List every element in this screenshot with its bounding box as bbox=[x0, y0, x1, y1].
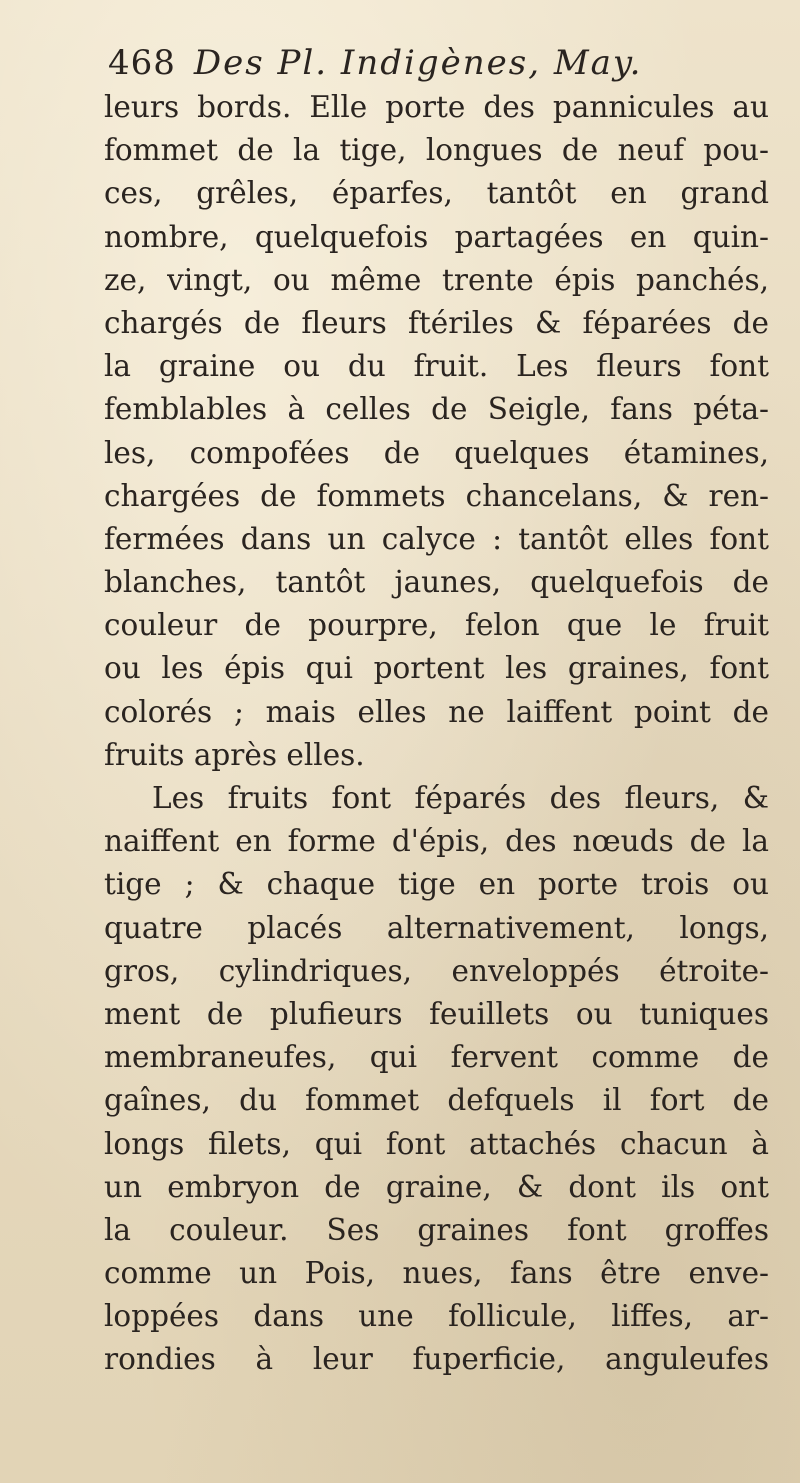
text-line: fermées dans un calyce : tantôt elles font bbox=[104, 521, 769, 556]
text-line: couleur de pourpre, felon que le fruit bbox=[104, 608, 769, 643]
text-line: blanches, tantôt jaunes, quelquefois de bbox=[104, 565, 769, 600]
text-line: colorés ; mais elles ne laiffent point de bbox=[104, 694, 769, 729]
text-line-paragraph-start: Les fruits font féparés des fleurs, & bbox=[152, 781, 769, 815]
text-line: ment de plufieurs feuillets ou tuniques bbox=[104, 996, 769, 1031]
text-line: membraneufes, qui fervent comme de bbox=[104, 1040, 769, 1075]
text-line: la couleur. Ses graines font groffes bbox=[104, 1212, 769, 1247]
text-line: rondies à leur fuperficie, anguleufes bbox=[104, 1342, 769, 1377]
body-text bbox=[104, 86, 769, 1382]
running-header bbox=[108, 40, 768, 86]
text-line: comme un Pois, nues, fans être enve- bbox=[104, 1256, 769, 1291]
text-line: femblables à celles de Seigle, fans péta- bbox=[104, 392, 769, 427]
text-line: les, compofées de quelques étamines, bbox=[104, 435, 769, 470]
text-line: ces, grêles, éparfes, tantôt en grand bbox=[104, 176, 769, 211]
text-line: loppées dans une follicule, liffes, ar- bbox=[104, 1299, 769, 1334]
running-title: Des Pl. Indigènes, May. bbox=[193, 43, 643, 83]
text-line: tige ; & chaque tige en porte trois ou bbox=[104, 867, 769, 902]
text-line: un embryon de graine, & dont ils ont bbox=[104, 1169, 769, 1204]
text-line: ze, vingt, ou même trente épis panchés, bbox=[104, 262, 769, 297]
page-number: 468 bbox=[108, 43, 176, 83]
text-line: nombre, quelquefois partagées en quin- bbox=[104, 219, 769, 254]
text-line: ou les épis qui portent les graines, font bbox=[104, 651, 769, 686]
text-line: leurs bords. Elle porte des pannicules au bbox=[104, 90, 769, 124]
text-line: longs filets, qui font attachés chacun à bbox=[104, 1126, 769, 1161]
text-line: naiffent en forme d'épis, des nœuds de la bbox=[104, 824, 769, 859]
text-line: chargés de fleurs ftériles & féparées de bbox=[104, 305, 769, 340]
text-line: la graine ou du fruit. Les fleurs font bbox=[104, 349, 769, 384]
text-line: chargées de fommets chancelans, & ren- bbox=[104, 478, 769, 513]
text-line: quatre placés alternativement, longs, bbox=[104, 910, 769, 945]
text-line: gaînes, du fommet defquels il fort de bbox=[104, 1083, 769, 1118]
text-line-paragraph-end: fruits après elles. bbox=[104, 737, 365, 772]
text-line: gros, cylindriques, enveloppés étroite- bbox=[104, 953, 769, 988]
text-line: fommet de la tige, longues de neuf pou- bbox=[104, 133, 769, 168]
